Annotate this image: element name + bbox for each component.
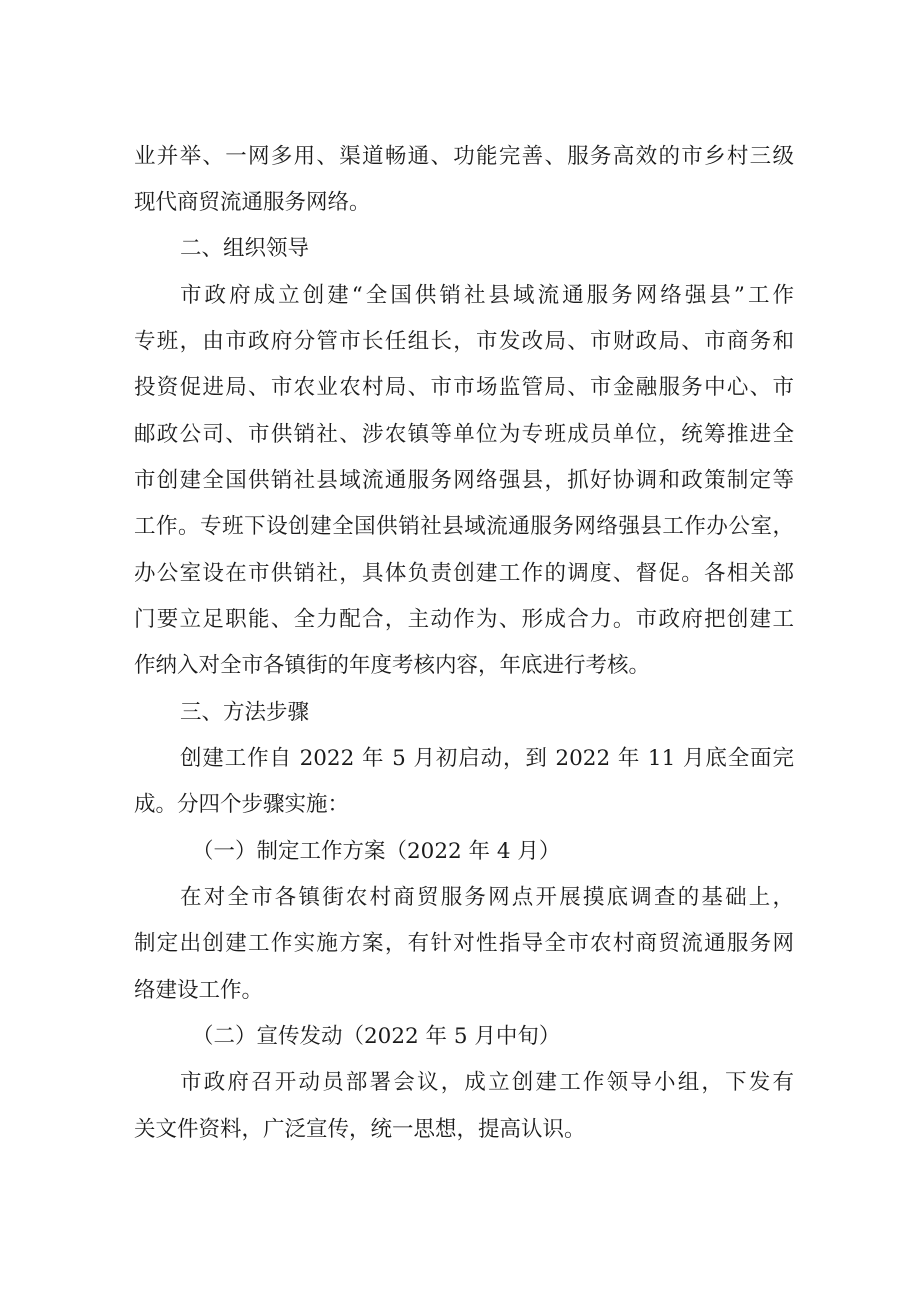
paragraph-line: 办公室设在市供销社，具体负责创建工作的调度、督促。各相关部 <box>134 561 794 586</box>
paragraph-line: 邮政公司、市供销社、涉农镇等单位为专班成员单位，统筹推进全 <box>134 422 794 447</box>
paragraph-line: 创建工作自 2022 年 5 月初启动，到 2022 年 11 月底全面完 <box>180 746 794 771</box>
paragraph-line: 作纳入对全市各镇街的年度考核内容，年底进行考核。 <box>134 653 651 678</box>
paragraph-line: 业并举、一网多用、渠道畅通、功能完善、服务高效的市乡村三级 <box>134 144 794 169</box>
section-heading: 二、组织领导 <box>180 236 310 261</box>
paragraph-line: 市创建全国供销社县域流通服务网络强县，抓好协调和政策制定等 <box>134 468 794 493</box>
paragraph-line: 门要立足职能、全力配合，主动作为、形成合力。市政府把创建工 <box>134 607 794 632</box>
paragraph-line: 络建设工作。 <box>134 978 264 1003</box>
paragraph-line: 投资促进局、市农业农村局、市市场监管局、市金融服务中心、市 <box>134 375 794 400</box>
paragraph-line: 关文件资料，广泛宣传，统一思想，提高认识。 <box>134 1117 586 1142</box>
paragraph-line: 在对全市各镇街农村商贸服务网点开展摸底调查的基础上， <box>180 885 794 910</box>
paragraph-line: 现代商贸流通服务网络。 <box>134 190 371 215</box>
paragraph-line: 市政府成立创建“全国供销社县域流通服务网络强县”工作 <box>180 283 794 308</box>
paragraph-line: 制定出创建工作实施方案，有针对性指导全市农村商贸流通服务网 <box>134 931 794 956</box>
paragraph-line: 专班，由市政府分管市长任组长，市发改局、市财政局、市商务和 <box>134 329 794 354</box>
paragraph-line: 成。分四个步骤实施： <box>134 792 350 817</box>
subsection-heading: （二）宣传发动（2022 年 5 月中旬） <box>192 1024 561 1049</box>
paragraph-line: 市政府召开动员部署会议，成立创建工作领导小组，下发有 <box>180 1070 794 1095</box>
section-heading: 三、方法步骤 <box>180 700 310 725</box>
paragraph-line: 工作。专班下设创建全国供销社县域流通服务网络强县工作办公室， <box>134 514 794 539</box>
subsection-heading: （一）制定工作方案（2022 年 4 月） <box>192 839 561 864</box>
